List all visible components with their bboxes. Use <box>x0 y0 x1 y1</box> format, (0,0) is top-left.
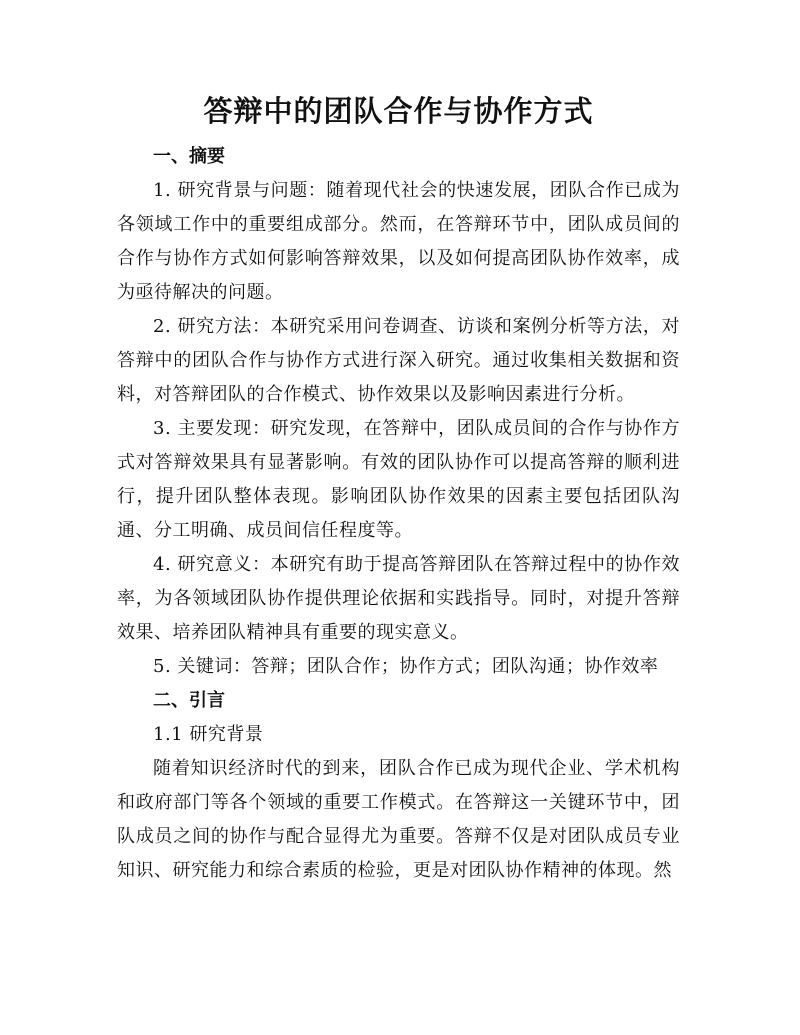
section-heading-abstract: 一、摘要 <box>153 146 225 167</box>
paragraph-background: 1. 研究背景与问题：随着现代社会的快速发展，团队合作已成为各领域工作中的重要组成部分。然而，在答辩环节中，团队成员间的合作与协作方式如何影响答辩效果，以及如何提高团队协作效率，成为亟待解决的问题。 <box>117 180 680 303</box>
paragraph-method: 2. 研究方法：本研究采用问卷调查、访谈和案例分析等方法，对答辩中的团队合作与协作方式进行深入研究。通过收集相关数据和资料，对答辩团队的合作模式、协作效果以及影响因素进行分析。 <box>117 316 680 405</box>
document-page <box>117 88 680 888</box>
paragraph-keywords: 5. 关键词：答辩；团队合作；协作方式；团队沟通；协作效率 <box>153 656 659 677</box>
paragraph-intro: 随着知识经济时代的到来，团队合作已成为现代企业、学术机构和政府部门等各个领域的重要工作模式。在答辩这一关键环节中，团队成员之间的协作与配合显得尤为重要。答辩不仅是对团队成员专业知识、研究能力和综合素质的检验，更是对团队协作精神的体现。然 <box>117 758 680 881</box>
paragraph-significance: 4. 研究意义：本研究有助于提高答辩团队在答辩过程中的协作效率，为各领域团队协作提供理论依据和实践指导。同时，对提升答辩效果、培养团队精神具有重要的现实意义。 <box>117 554 680 643</box>
subsection-heading-background: 1.1 研究背景 <box>153 724 264 745</box>
document-title: 答辩中的团队合作与协作方式 <box>203 94 594 128</box>
section-heading-introduction: 二、引言 <box>153 690 225 711</box>
paragraph-findings: 3. 主要发现：研究发现，在答辩中，团队成员间的合作与协作方式对答辩效果具有显著影响。有效的团队协作可以提高答辩的顺利进行，提升团队整体表现。影响团队协作效果的因素主要包括团队沟通、分工明确、成员间信任程度等。 <box>117 418 680 541</box>
